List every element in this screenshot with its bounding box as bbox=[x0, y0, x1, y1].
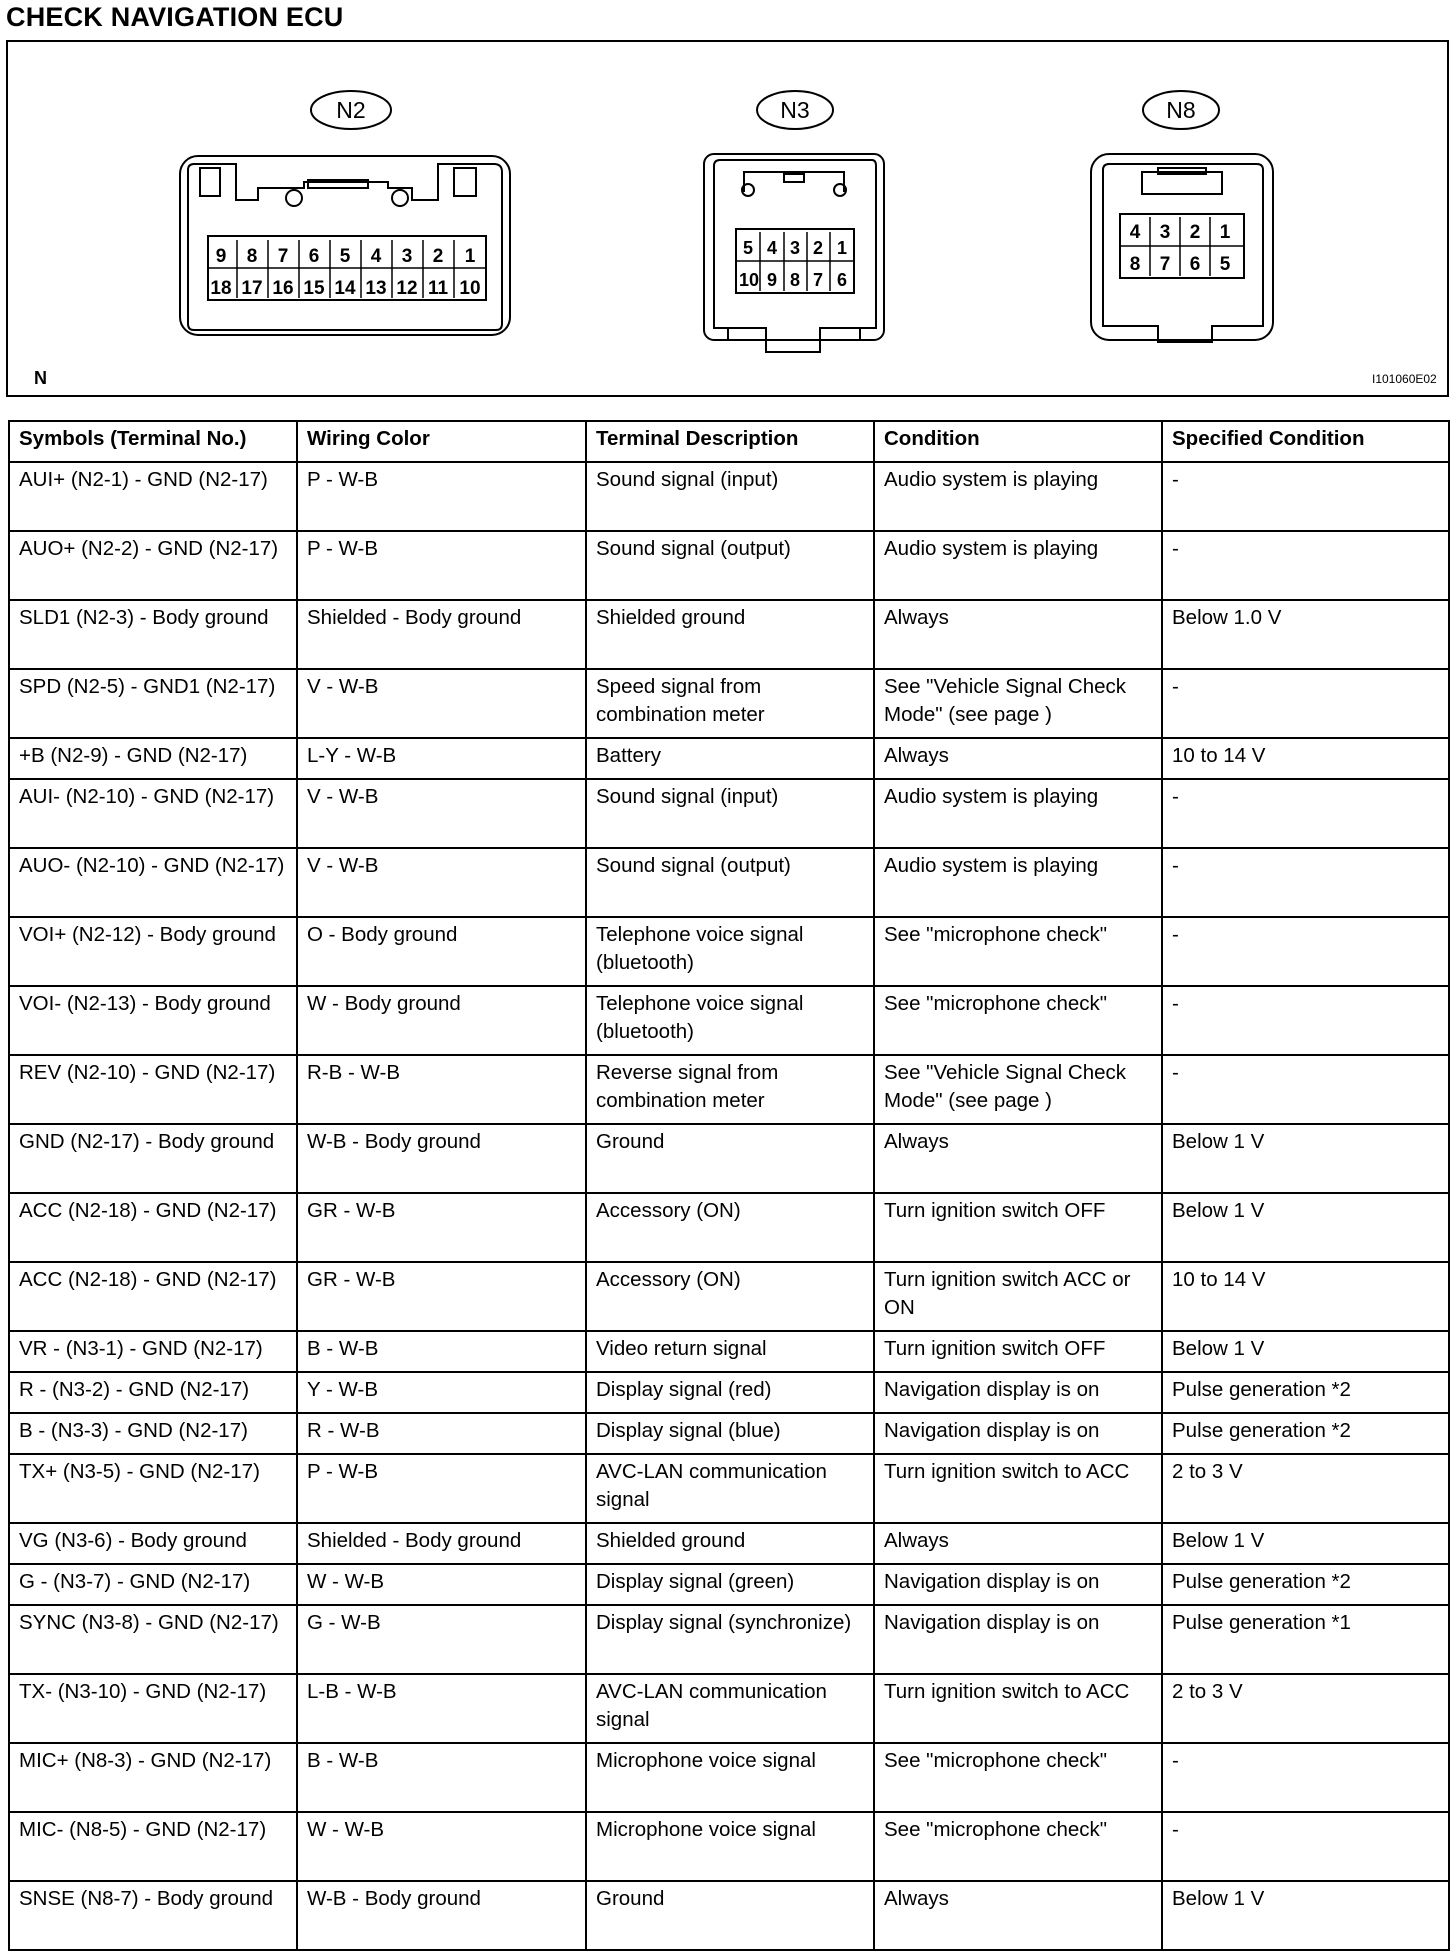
table-cell: SPD (N2-5) - GND1 (N2-17) bbox=[9, 669, 297, 738]
table-cell: - bbox=[1162, 986, 1449, 1055]
column-header: Specified Condition bbox=[1162, 421, 1449, 462]
table-cell: SYNC (N3-8) - GND (N2-17) bbox=[9, 1605, 297, 1674]
n3-pin: 4 bbox=[766, 238, 778, 258]
table-cell: Always bbox=[874, 1124, 1162, 1193]
table-cell: Pulse generation *1 bbox=[1162, 1605, 1449, 1674]
table-cell: Always bbox=[874, 738, 1162, 779]
table-cell: Audio system is playing bbox=[874, 462, 1162, 531]
n8-pin: 6 bbox=[1189, 254, 1201, 275]
table-cell: SLD1 (N2-3) - Body ground bbox=[9, 600, 297, 669]
n2-pin: 14 bbox=[334, 278, 356, 299]
n8-label-badge bbox=[1143, 91, 1219, 129]
table-cell: Navigation display is on bbox=[874, 1372, 1162, 1413]
table-cell: Turn ignition switch OFF bbox=[874, 1193, 1162, 1262]
table-cell: Turn ignition switch OFF bbox=[874, 1331, 1162, 1372]
table-row bbox=[9, 669, 1449, 738]
table-row bbox=[9, 1743, 1449, 1812]
figure-code: I101060E02 bbox=[1372, 372, 1437, 386]
table-cell: Y - W-B bbox=[297, 1372, 586, 1413]
column-header: Wiring Color bbox=[297, 421, 586, 462]
n2-pin: 4 bbox=[370, 246, 382, 267]
table-cell: Reverse signal from combination meter bbox=[586, 1055, 874, 1124]
n2-pin: 6 bbox=[308, 246, 320, 267]
table-cell: AUI+ (N2-1) - GND (N2-17) bbox=[9, 462, 297, 531]
table-cell: Accessory (ON) bbox=[586, 1262, 874, 1331]
table-cell: VR - (N3-1) - GND (N2-17) bbox=[9, 1331, 297, 1372]
n8-pin: 3 bbox=[1159, 222, 1171, 243]
view-label: N bbox=[34, 368, 47, 388]
table-cell: P - W-B bbox=[297, 462, 586, 531]
table-cell: V - W-B bbox=[297, 848, 586, 917]
terminal-spec-table bbox=[8, 420, 1450, 1951]
table-cell: W-B - Body ground bbox=[297, 1881, 586, 1950]
table-cell: AVC-LAN communication signal bbox=[586, 1674, 874, 1743]
table-row bbox=[9, 1812, 1449, 1881]
table-cell: Sound signal (output) bbox=[586, 848, 874, 917]
table-cell: Pulse generation *2 bbox=[1162, 1413, 1449, 1454]
table-cell: - bbox=[1162, 917, 1449, 986]
table-cell: W - W-B bbox=[297, 1564, 586, 1605]
table-row bbox=[9, 1454, 1449, 1523]
n2-pin: 17 bbox=[241, 278, 263, 299]
table-cell: Always bbox=[874, 600, 1162, 669]
table-cell: ACC (N2-18) - GND (N2-17) bbox=[9, 1262, 297, 1331]
table-cell: - bbox=[1162, 848, 1449, 917]
table-cell: B - W-B bbox=[297, 1743, 586, 1812]
table-cell: See "Vehicle Signal Check Mode" (see page ) bbox=[874, 1055, 1162, 1124]
table-cell: Telephone voice signal (bluetooth) bbox=[586, 986, 874, 1055]
table-cell: Audio system is playing bbox=[874, 779, 1162, 848]
table-row bbox=[9, 462, 1449, 531]
n8-connector bbox=[1091, 154, 1273, 342]
table-cell: Microphone voice signal bbox=[586, 1743, 874, 1812]
n2-pin: 9 bbox=[215, 246, 227, 267]
table-row bbox=[9, 986, 1449, 1055]
table-cell: G - (N3-7) - GND (N2-17) bbox=[9, 1564, 297, 1605]
table-cell: Pulse generation *2 bbox=[1162, 1372, 1449, 1413]
table-cell: AUO+ (N2-2) - GND (N2-17) bbox=[9, 531, 297, 600]
table-cell: V - W-B bbox=[297, 669, 586, 738]
table-cell: Sound signal (input) bbox=[586, 462, 874, 531]
n2-pin: 8 bbox=[246, 246, 258, 267]
table-row bbox=[9, 531, 1449, 600]
table-cell: VOI+ (N2-12) - Body ground bbox=[9, 917, 297, 986]
n3-pin: 5 bbox=[742, 238, 754, 258]
table-cell: O - Body ground bbox=[297, 917, 586, 986]
n3-label: N3 bbox=[780, 97, 810, 123]
table-row bbox=[9, 738, 1449, 779]
table-cell: MIC- (N8-5) - GND (N2-17) bbox=[9, 1812, 297, 1881]
table-cell: W - W-B bbox=[297, 1812, 586, 1881]
table-cell: Shielded - Body ground bbox=[297, 600, 586, 669]
n3-pins bbox=[739, 238, 847, 290]
table-cell: W-B - Body ground bbox=[297, 1124, 586, 1193]
n8-pin: 2 bbox=[1189, 222, 1201, 243]
table-cell: See "microphone check" bbox=[874, 1743, 1162, 1812]
table-cell: See "Vehicle Signal Check Mode" (see page ) bbox=[874, 669, 1162, 738]
table-cell: GR - W-B bbox=[297, 1193, 586, 1262]
table-cell: 2 to 3 V bbox=[1162, 1454, 1449, 1523]
table-cell: Display signal (synchronize) bbox=[586, 1605, 874, 1674]
table-cell: Navigation display is on bbox=[874, 1605, 1162, 1674]
table-row bbox=[9, 917, 1449, 986]
table-cell: Navigation display is on bbox=[874, 1564, 1162, 1605]
table-row bbox=[9, 779, 1449, 848]
n3-pin: 2 bbox=[812, 238, 824, 258]
table-cell: Telephone voice signal (bluetooth) bbox=[586, 917, 874, 986]
n2-pin: 5 bbox=[339, 246, 351, 267]
table-cell: P - W-B bbox=[297, 531, 586, 600]
table-cell: Ground bbox=[586, 1124, 874, 1193]
n8-pin: 1 bbox=[1219, 222, 1231, 243]
table-cell: AVC-LAN communication signal bbox=[586, 1454, 874, 1523]
table-row bbox=[9, 1331, 1449, 1372]
table-cell: Accessory (ON) bbox=[586, 1193, 874, 1262]
table-cell: MIC+ (N8-3) - GND (N2-17) bbox=[9, 1743, 297, 1812]
n8-pin: 5 bbox=[1219, 254, 1231, 275]
n8-pin: 8 bbox=[1129, 254, 1141, 275]
table-cell: +B (N2-9) - GND (N2-17) bbox=[9, 738, 297, 779]
column-header: Condition bbox=[874, 421, 1162, 462]
table-cell: Audio system is playing bbox=[874, 531, 1162, 600]
table-cell: Turn ignition switch to ACC bbox=[874, 1454, 1162, 1523]
table-cell: Turn ignition switch ACC or ON bbox=[874, 1262, 1162, 1331]
table-row bbox=[9, 1193, 1449, 1262]
table-cell: Shielded ground bbox=[586, 600, 874, 669]
table-cell: Sound signal (input) bbox=[586, 779, 874, 848]
table-cell: Always bbox=[874, 1881, 1162, 1950]
table-header-row bbox=[9, 421, 1449, 462]
table-cell: 2 to 3 V bbox=[1162, 1674, 1449, 1743]
n3-pin: 1 bbox=[836, 238, 848, 258]
n3-pin: 10 bbox=[738, 270, 760, 290]
table-row bbox=[9, 1605, 1449, 1674]
table-cell: AUO- (N2-10) - GND (N2-17) bbox=[9, 848, 297, 917]
table-cell: VOI- (N2-13) - Body ground bbox=[9, 986, 297, 1055]
table-cell: Below 1 V bbox=[1162, 1523, 1449, 1564]
page-title: CHECK NAVIGATION ECU bbox=[6, 2, 344, 32]
table-cell: - bbox=[1162, 1055, 1449, 1124]
n3-pin: 6 bbox=[836, 270, 848, 290]
n8-label: N8 bbox=[1166, 97, 1196, 123]
table-row bbox=[9, 848, 1449, 917]
table-cell: Battery bbox=[586, 738, 874, 779]
table-row bbox=[9, 1372, 1449, 1413]
table-cell: G - W-B bbox=[297, 1605, 586, 1674]
table-cell: R - W-B bbox=[297, 1413, 586, 1454]
table-cell: Shielded ground bbox=[586, 1523, 874, 1564]
n2-pin: 18 bbox=[210, 278, 232, 299]
n2-pin: 12 bbox=[396, 278, 418, 299]
table-cell: - bbox=[1162, 779, 1449, 848]
table-cell: GND (N2-17) - Body ground bbox=[9, 1124, 297, 1193]
table-cell: See "microphone check" bbox=[874, 986, 1162, 1055]
table-cell: R - (N3-2) - GND (N2-17) bbox=[9, 1372, 297, 1413]
table-cell: REV (N2-10) - GND (N2-17) bbox=[9, 1055, 297, 1124]
n8-pin: 7 bbox=[1159, 254, 1171, 275]
n2-pin: 13 bbox=[365, 278, 387, 299]
table-cell: Below 1 V bbox=[1162, 1331, 1449, 1372]
table-cell: L-Y - W-B bbox=[297, 738, 586, 779]
n8-pin: 4 bbox=[1129, 222, 1141, 243]
column-header: Terminal Description bbox=[586, 421, 874, 462]
table-cell: SNSE (N8-7) - Body ground bbox=[9, 1881, 297, 1950]
table-cell: - bbox=[1162, 1812, 1449, 1881]
table-cell: B - W-B bbox=[297, 1331, 586, 1372]
table-cell: Speed signal from combination meter bbox=[586, 669, 874, 738]
table-cell: B - (N3-3) - GND (N2-17) bbox=[9, 1413, 297, 1454]
table-cell: TX- (N3-10) - GND (N2-17) bbox=[9, 1674, 297, 1743]
table-cell: Ground bbox=[586, 1881, 874, 1950]
table-row bbox=[9, 1055, 1449, 1124]
table-cell: P - W-B bbox=[297, 1454, 586, 1523]
table-cell: Sound signal (output) bbox=[586, 531, 874, 600]
table-cell: Video return signal bbox=[586, 1331, 874, 1372]
n3-pin: 3 bbox=[789, 238, 801, 258]
table-cell: W - Body ground bbox=[297, 986, 586, 1055]
n3-pin: 7 bbox=[812, 270, 824, 290]
n2-pin: 3 bbox=[401, 246, 413, 267]
n2-label: N2 bbox=[336, 97, 366, 123]
table-cell: Always bbox=[874, 1523, 1162, 1564]
table-cell: Below 1.0 V bbox=[1162, 600, 1449, 669]
n2-pin: 16 bbox=[272, 278, 294, 299]
n2-pin: 1 bbox=[464, 246, 476, 267]
n2-pin: 2 bbox=[432, 246, 444, 267]
n2-pins bbox=[210, 246, 480, 299]
table-row bbox=[9, 1564, 1449, 1605]
column-header: Symbols (Terminal No.) bbox=[9, 421, 297, 462]
table-cell: VG (N3-6) - Body ground bbox=[9, 1523, 297, 1564]
table-cell: L-B - W-B bbox=[297, 1674, 586, 1743]
table-row bbox=[9, 1881, 1449, 1950]
table-row bbox=[9, 1523, 1449, 1564]
connector-diagram bbox=[6, 40, 1449, 397]
table-cell: Audio system is playing bbox=[874, 848, 1162, 917]
table-row bbox=[9, 1674, 1449, 1743]
n2-pin: 11 bbox=[427, 278, 449, 299]
table-cell: R-B - W-B bbox=[297, 1055, 586, 1124]
table-cell: Navigation display is on bbox=[874, 1413, 1162, 1454]
table-cell: See "microphone check" bbox=[874, 1812, 1162, 1881]
table-cell: V - W-B bbox=[297, 779, 586, 848]
table-cell: TX+ (N3-5) - GND (N2-17) bbox=[9, 1454, 297, 1523]
table-cell: - bbox=[1162, 669, 1449, 738]
n3-label-badge bbox=[757, 91, 833, 129]
connector-drawings bbox=[8, 42, 1447, 395]
table-cell: Display signal (red) bbox=[586, 1372, 874, 1413]
n2-label-badge bbox=[311, 91, 391, 129]
table-cell: Shielded - Body ground bbox=[297, 1523, 586, 1564]
table-row bbox=[9, 1262, 1449, 1331]
table-cell: Pulse generation *2 bbox=[1162, 1564, 1449, 1605]
table-cell: Below 1 V bbox=[1162, 1124, 1449, 1193]
n3-pin: 8 bbox=[789, 270, 801, 290]
table-row bbox=[9, 1413, 1449, 1454]
table-cell: AUI- (N2-10) - GND (N2-17) bbox=[9, 779, 297, 848]
n3-pin: 9 bbox=[766, 270, 778, 290]
table-cell: Turn ignition switch to ACC bbox=[874, 1674, 1162, 1743]
table-cell: Display signal (blue) bbox=[586, 1413, 874, 1454]
n2-pin: 7 bbox=[277, 246, 289, 267]
n2-pin: 15 bbox=[303, 278, 325, 299]
table-cell: Microphone voice signal bbox=[586, 1812, 874, 1881]
table-cell: GR - W-B bbox=[297, 1262, 586, 1331]
table-cell: See "microphone check" bbox=[874, 917, 1162, 986]
table-cell: - bbox=[1162, 1743, 1449, 1812]
n2-pin: 10 bbox=[459, 278, 481, 299]
table-cell: - bbox=[1162, 462, 1449, 531]
table-cell: Below 1 V bbox=[1162, 1881, 1449, 1950]
table-cell: ACC (N2-18) - GND (N2-17) bbox=[9, 1193, 297, 1262]
table-cell: - bbox=[1162, 531, 1449, 600]
table-row bbox=[9, 1124, 1449, 1193]
table-cell: 10 to 14 V bbox=[1162, 1262, 1449, 1331]
table-cell: Display signal (green) bbox=[586, 1564, 874, 1605]
table-row bbox=[9, 600, 1449, 669]
table-cell: Below 1 V bbox=[1162, 1193, 1449, 1262]
table-cell: 10 to 14 V bbox=[1162, 738, 1449, 779]
